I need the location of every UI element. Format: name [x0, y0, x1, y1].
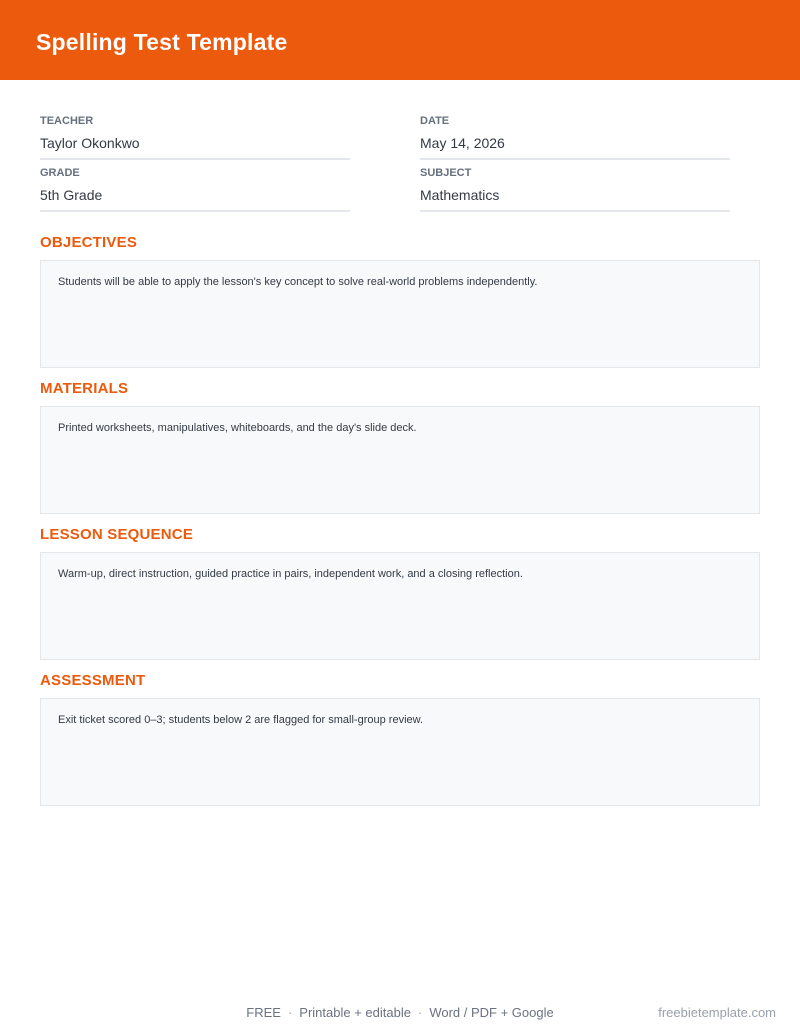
- subject-label: SUBJECT: [420, 167, 472, 179]
- subject-value: Mathematics: [420, 187, 500, 203]
- footer-separator: ·: [417, 1005, 423, 1020]
- lesson-sequence-heading: LESSON SEQUENCE: [40, 526, 194, 543]
- date-field[interactable]: [420, 114, 730, 160]
- assessment-text: Exit ticket scored 0–3; students below 2 are flagged for small-group review.: [58, 714, 424, 726]
- grade-field[interactable]: [40, 166, 350, 212]
- footer-site-link[interactable]: freebietemplate.com: [658, 1005, 776, 1020]
- grade-label: GRADE: [40, 167, 80, 179]
- grade-value: 5th Grade: [40, 187, 103, 203]
- teacher-label: TEACHER: [40, 115, 94, 127]
- footer-item-formats: Word / PDF + Google: [429, 1005, 554, 1020]
- materials-text: Printed worksheets, manipulatives, whiteboards, and the day's slide deck.: [58, 422, 417, 434]
- page-title: Spelling Test Template: [36, 29, 288, 55]
- objectives-heading: OBJECTIVES: [40, 234, 138, 251]
- assessment-heading: ASSESSMENT: [40, 672, 146, 689]
- materials-box[interactable]: [40, 406, 760, 514]
- footer-item-printable: Printable + editable: [299, 1005, 411, 1020]
- lesson-sequence-box[interactable]: [40, 552, 760, 660]
- header-bar: [0, 0, 800, 80]
- subject-field[interactable]: [420, 166, 730, 212]
- date-value: May 14, 2026: [420, 135, 505, 151]
- assessment-box[interactable]: [40, 698, 760, 806]
- footer-separator: ·: [287, 1005, 293, 1020]
- lesson-sequence-text: Warm-up, direct instruction, guided practice in pairs, independent work, and a closing reflection.: [58, 568, 523, 580]
- materials-heading: MATERIALS: [40, 380, 129, 397]
- teacher-value: Taylor Okonkwo: [40, 135, 140, 151]
- date-label: DATE: [420, 115, 450, 127]
- footer-item-free: FREE: [246, 1005, 281, 1020]
- objectives-box[interactable]: [40, 260, 760, 368]
- objectives-text: Students will be able to apply the lesson's key concept to solve real-world problems independently.: [58, 276, 538, 288]
- teacher-field[interactable]: [40, 114, 350, 160]
